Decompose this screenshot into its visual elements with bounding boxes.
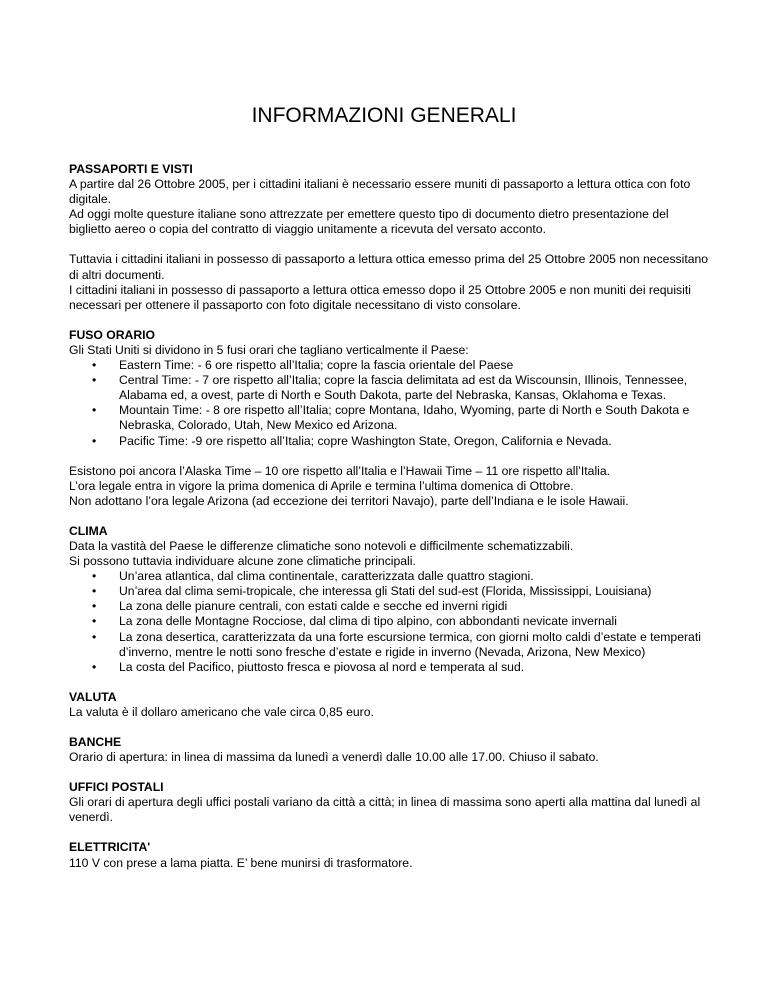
list-item bbox=[69, 403, 709, 433]
section-heading: VALUTA bbox=[69, 689, 117, 704]
list-item bbox=[69, 614, 709, 629]
list-item bbox=[69, 434, 709, 449]
paragraph: Orario di apertura: in linea di massima da lunedì a venerdì dalle 10.00 alle 17.00. Chiuso il sabato. bbox=[69, 750, 599, 765]
section-fuso-orario bbox=[69, 328, 709, 509]
section-heading: PASSAPORTI E VISTI bbox=[69, 162, 193, 176]
list-item bbox=[69, 660, 709, 675]
list-item-text: Eastern Time: - 6 ore rispetto all’Italia; copre la fascia orientale del Paese bbox=[119, 358, 514, 373]
section-uffici-postali bbox=[69, 780, 709, 825]
bullet-list bbox=[69, 569, 709, 675]
bullet-icon: • bbox=[92, 373, 97, 388]
section-heading: ELETTRICITA' bbox=[69, 840, 151, 855]
paragraph: Ad oggi molte questure italiane sono attrezzate per emettere questo tipo di documento dietro presentazione del biglietto aereo o copia del contratto di viaggio unitamente a ricevuta del versato acconto. bbox=[69, 207, 669, 237]
list-item-text: La zona desertica, caratterizzata da una forte escursione termica, con giorni molto caldi d’estate e temperati d’inverno, mentre le notti sono fresche d’estate e rigide in inverno (Nevada, Arizona, New Mexico) bbox=[119, 629, 701, 659]
list-item-text: Mountain Time: - 8 ore rispetto all’Italia; copre Montana, Idaho, Wyoming, parte di North e South Dakota e Nebraska, Colorado, Utah, New Mexico ed Arizona. bbox=[119, 403, 690, 433]
paragraph: La valuta è il dollaro americano che vale circa 0,85 euro. bbox=[69, 704, 374, 719]
bullet-icon: • bbox=[92, 584, 97, 599]
section-heading: BANCHE bbox=[69, 735, 122, 749]
list-item-text: Central Time: - 7 ore rispetto all’Italia; copre la fascia delimitata ad est da Wiscounsin, Illinois, Tennessee, Alabama ed, a ovest, parte di North e South Dakota, parte del Nebraska, Kansas, Oklahoma e Texas. bbox=[119, 373, 688, 403]
bullet-icon: • bbox=[92, 614, 97, 629]
section-heading: UFFICI POSTALI bbox=[69, 780, 164, 795]
bullet-icon: • bbox=[92, 403, 97, 418]
list-item bbox=[69, 373, 709, 403]
bullet-icon: • bbox=[92, 433, 97, 448]
section-clima bbox=[69, 524, 709, 675]
list-item-text: Un’area atlantica, dal clima continentale, caratterizzata dalle quattro stagioni. bbox=[119, 569, 534, 584]
list-item bbox=[69, 599, 709, 614]
paragraph: Gli orari di apertura degli uffici postali variano da città a città; in linea di massima sono aperti alla mattina dal lunedì al venerdì. bbox=[69, 795, 701, 825]
paragraph: Tuttavia i cittadini italiani in possesso di passaporto a lettura ottica emesso prima del 25 Ottobre 2005 non necessitano di altri documenti. bbox=[69, 252, 709, 282]
list-item-text: Pacific Time: -9 ore rispetto all’Italia; copre Washington State, Oregon, California e Nevada. bbox=[119, 433, 612, 448]
paragraph: Si possono tuttavia individuare alcune zone climatiche principali. bbox=[69, 554, 416, 569]
bullet-icon: • bbox=[92, 599, 97, 614]
section-heading: CLIMA bbox=[69, 523, 108, 538]
list-item-text: La zona delle pianure centrali, con estati calde e secche ed inverni rigidi bbox=[119, 599, 508, 614]
paragraph: L’ora legale entra in vigore la prima domenica di Aprile e termina l’ultima domenica di Ottobre. bbox=[69, 478, 574, 493]
list-item bbox=[69, 569, 709, 584]
section-heading: FUSO ORARIO bbox=[69, 327, 155, 342]
page-title: INFORMAZIONI GENERALI bbox=[251, 104, 517, 128]
bullet-list bbox=[69, 358, 709, 449]
document-body bbox=[69, 162, 709, 886]
list-item bbox=[69, 630, 709, 660]
section-passaporti bbox=[69, 162, 709, 313]
bullet-icon: • bbox=[92, 659, 97, 674]
section-elettricita bbox=[69, 840, 709, 870]
paragraph: 110 V con prese a lama piatta. E’ bene munirsi di trasformatore. bbox=[69, 855, 413, 870]
list-item-text: Un’area dal clima semi-tropicale, che interessa gli Stati del sud-est (Florida, Mississippi, Louisiana) bbox=[119, 584, 652, 599]
paragraph: Gli Stati Uniti si dividono in 5 fusi orari che tagliano verticalmente il Paese: bbox=[69, 342, 469, 357]
paragraph: Esistono poi ancora l’Alaska Time – 10 ore rispetto all’Italia e l’Hawaii Time – 11 ore rispetto all’Italia. bbox=[69, 463, 611, 478]
paragraph: A partire dal 26 Ottobre 2005, per i cittadini italiani è necessario essere muniti di passaporto a lettura ottica con foto digitale. bbox=[69, 177, 691, 207]
bullet-icon: • bbox=[92, 569, 97, 584]
list-item-text: La zona delle Montagne Rocciose, dal clima di tipo alpino, con abbondanti nevicate invernali bbox=[119, 614, 617, 629]
bullet-icon: • bbox=[92, 358, 97, 373]
paragraph: I cittadini italiani in possesso di passaporto a lettura ottica emesso dopo il 25 Ottobre 2005 e non muniti dei requisiti necessari per ottenere il passaporto con foto digitale necessitano di visto consolare. bbox=[69, 282, 691, 312]
bullet-icon: • bbox=[92, 629, 97, 644]
section-banche bbox=[69, 735, 709, 765]
list-item-text: La costa del Pacifico, piuttosto fresca e piovosa al nord e temperata al sud. bbox=[119, 659, 525, 674]
list-item bbox=[69, 358, 709, 373]
list-item bbox=[69, 584, 709, 599]
paragraph: Non adottano l’ora legale Arizona (ad eccezione dei territori Navajo), parte dell’Indiana e le isole Hawaii. bbox=[69, 493, 629, 508]
paragraph: Data la vastità del Paese le differenze climatiche sono notevoli e difficilmente schematizzabili. bbox=[69, 538, 574, 553]
section-valuta bbox=[69, 690, 709, 720]
